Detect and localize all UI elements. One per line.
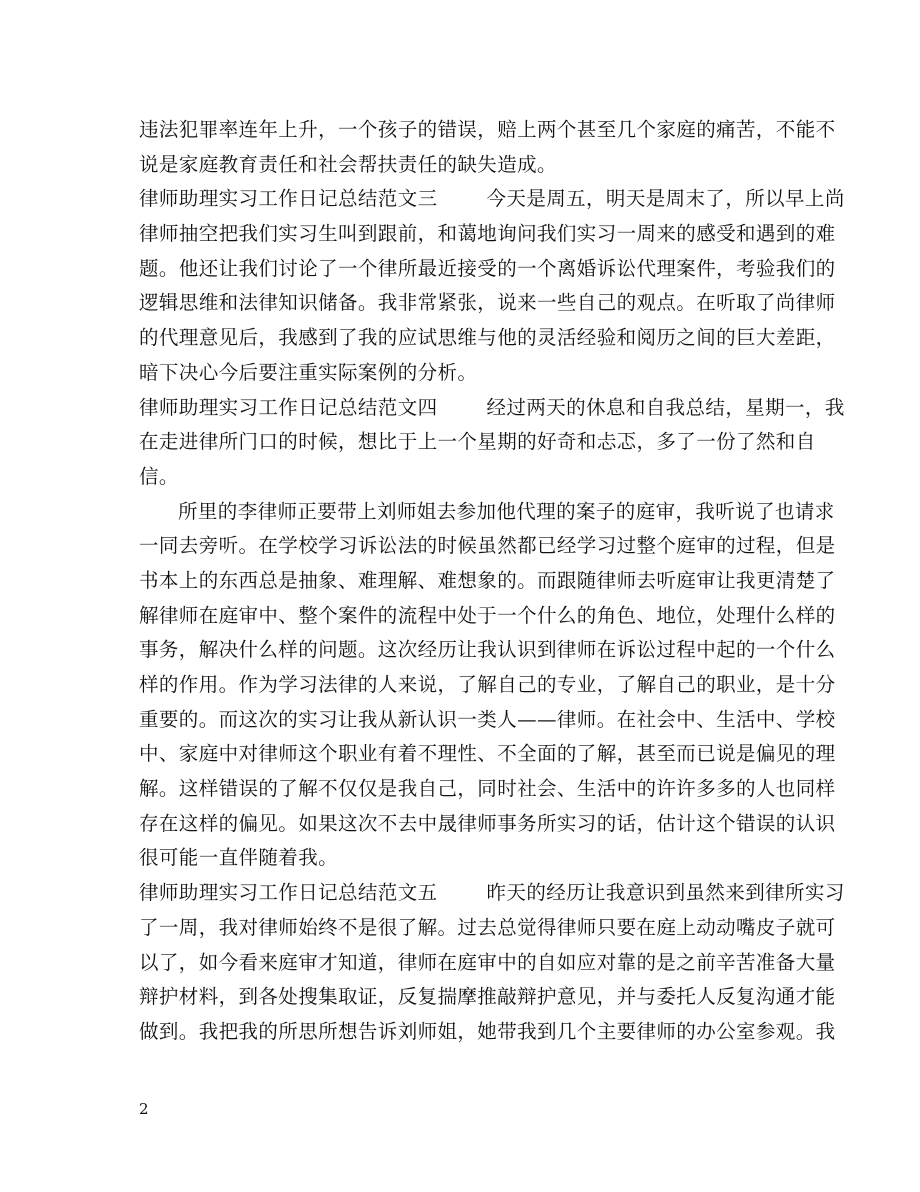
- text-segment: 经过两天的休息和自我总结，星期一，我: [486, 395, 845, 419]
- text-line: 辩护材料，到各处搜集取证，反复揣摩推敲辩护意见，并与委托人反复沟通才能: [139, 985, 836, 1009]
- text-line: 题。他还让我们讨论了一个律所最近接受的一个离婚诉讼代理案件，考验我们的: [139, 256, 836, 280]
- text-line: 逻辑思维和法律知识储备。我非常紧张，说来一些自己的观点。在听取了尚律师: [139, 291, 836, 315]
- text-line: 以了，如今看来庭审才知道，律师在庭审中的自如应对靠的是之前辛苦准备大量: [139, 950, 836, 974]
- text-line: 所里的李律师正要带上刘师姐去参加他代理的案子的庭审，我听说了也请求: [178, 499, 835, 523]
- text-line: 事务，解决什么样的问题。这次经历让我认识到律师在诉讼过程中起的一个什么: [139, 638, 836, 662]
- page-number: 2: [139, 1100, 149, 1118]
- section-heading: 律师助理实习工作日记总结范文四: [139, 395, 438, 419]
- text-line: 解律师在庭审中、整个案件的流程中处于一个什么的角色、地位，处理什么样的: [139, 603, 836, 627]
- text-line: 样的作用。作为学习法律的人来说，了解自己的专业，了解自己的职业，是十分: [139, 673, 836, 696]
- section-heading: 律师助理实习工作日记总结范文三: [139, 187, 438, 211]
- text-line: 中、家庭中对律师这个职业有着不理性、不全面的了解，甚至而已说是偏见的理: [139, 742, 836, 766]
- text-line: 了一周，我对律师始终不是很了解。过去总觉得律师只要在庭上动动嘴皮子就可: [139, 915, 836, 939]
- text-line: 很可能一直伴随着我。: [139, 846, 339, 870]
- text-line: 信。: [139, 464, 179, 488]
- text-line: 做到。我把我的所思所想告诉刘师姐，她带我到几个主要律师的办公室参观。我: [139, 1019, 836, 1043]
- section-heading: 律师助理实习工作日记总结范文五: [139, 881, 438, 905]
- text-line: 暗下决心今后要注重实际案例的分析。: [139, 360, 478, 384]
- text-segment: 今天是周五，明天是周末了，所以早上尚: [486, 187, 845, 211]
- text-line: 说是家庭教育责任和社会帮扶责任的缺失造成。: [139, 152, 557, 176]
- text-line: 存在这样的偏见。如果这次不去中晟律师事务所实习的话，估计这个错误的认识: [139, 811, 836, 835]
- text-line: 的代理意见后，我感到了我的应试思维与他的灵活经验和阅历之间的巨大差距，: [139, 326, 836, 350]
- text-line: 书本上的东西总是抽象、难理解、难想象的。而跟随律师去听庭审让我更清楚了: [139, 568, 836, 592]
- text-segment: 昨天的经历让我意识到虽然来到律所实习: [486, 881, 845, 905]
- text-line: 解。这样错误的了解不仅仅是我自己，同时社会、生活中的许许多多的人也同样: [139, 777, 836, 801]
- body-text: [139, 113, 845, 1050]
- text-line: [139, 391, 845, 426]
- text-line: [139, 876, 845, 911]
- text-line: 在走进律所门口的时候，想比于上一个星期的好奇和忐忑，多了一份了然和自: [139, 430, 816, 454]
- text-line: 一同去旁听。在学校学习诉讼法的时候虽然都已经学习过整个庭审的过程，但是: [139, 534, 836, 558]
- text-line: 违法犯罪率连年上升，一个孩子的错误，赔上两个甚至几个家庭的痛苦，不能不: [139, 118, 836, 141]
- text-line: [139, 182, 845, 217]
- text-line: 重要的。而这次的实习让我从新认识一类人——律师。在社会中、生活中、学校: [139, 707, 836, 731]
- text-line: 律师抽空把我们实习生叫到跟前，和蔼地询问我们实习一周来的感受和遇到的难: [139, 222, 836, 246]
